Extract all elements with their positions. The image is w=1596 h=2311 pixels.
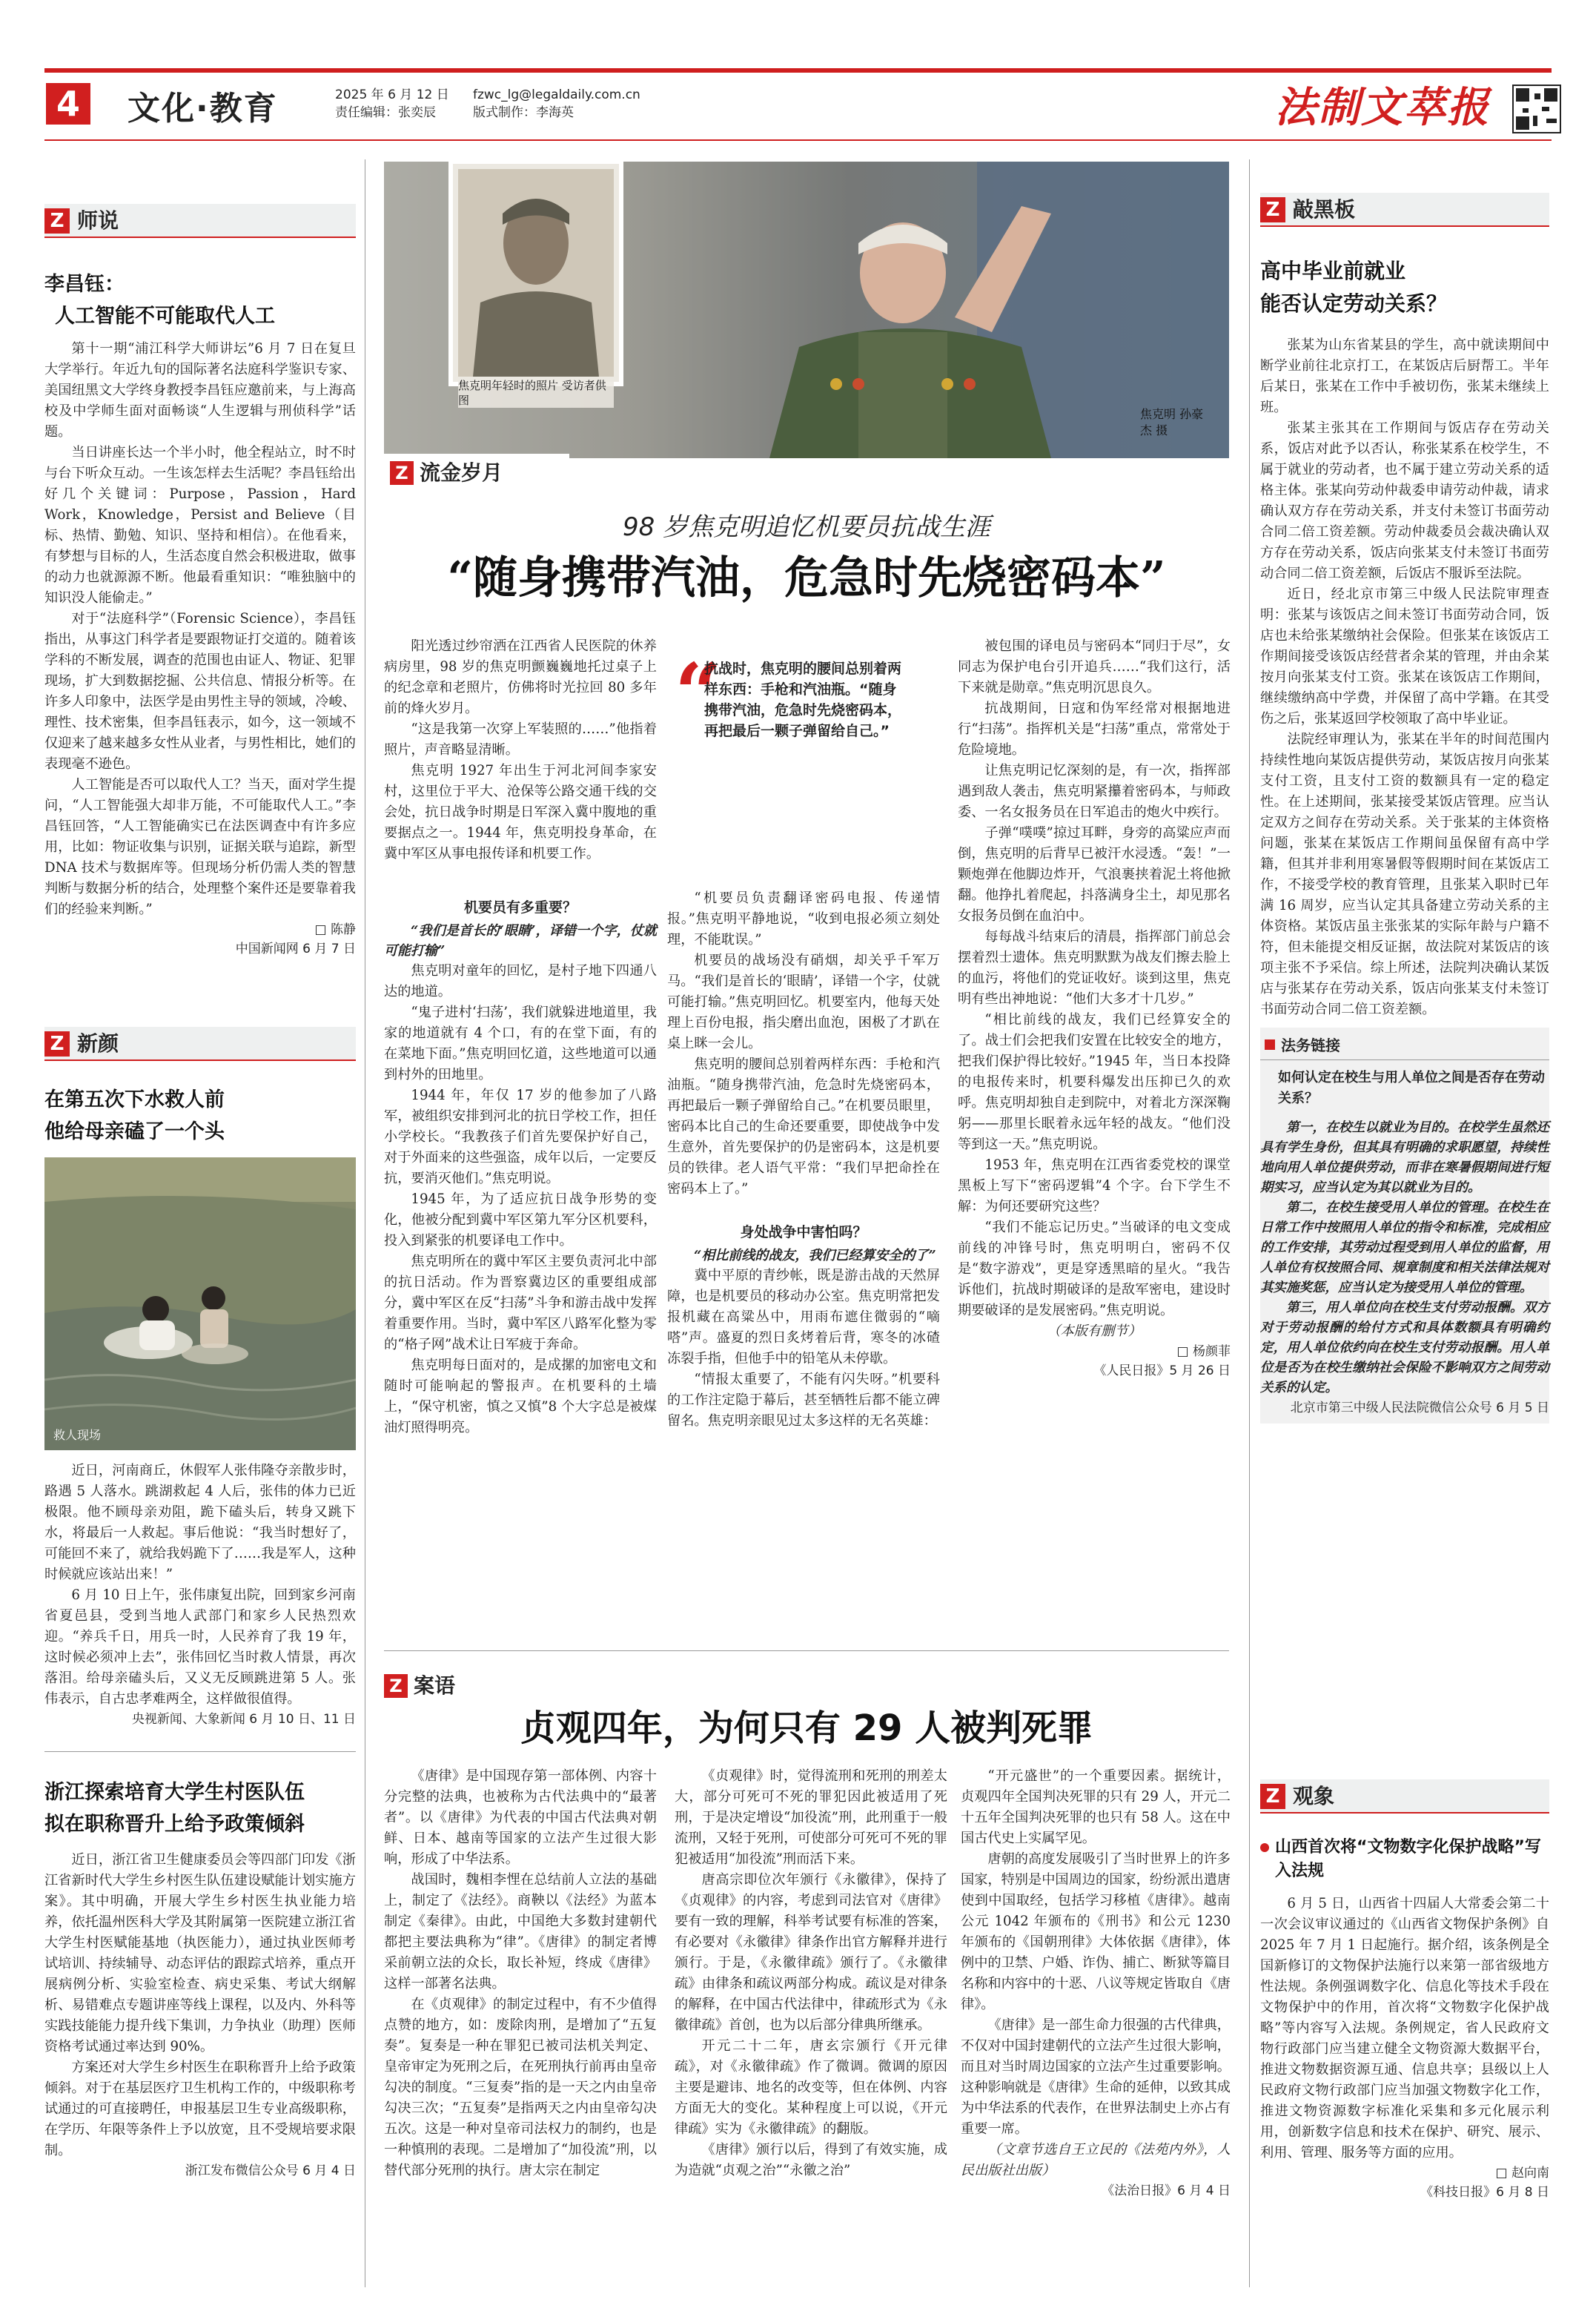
subhead-2: 身处战争中害怕吗？ <box>740 1224 867 1240</box>
quote-mark-icon: “ <box>675 645 722 741</box>
qr-code-icon <box>1512 85 1561 133</box>
subhead-1-intro: “我们是首长的‘眼睛’，译错一个字，仗就可能打输” <box>384 923 657 959</box>
column-header-anyu: Z 案语 <box>384 1668 532 1702</box>
article-headline: “随身携带汽油，危急时先烧密码本” <box>447 552 1166 604</box>
edition-meta <box>335 86 449 122</box>
headline-line1: 浙江探索培育大学生村医队伍 <box>44 1781 305 1804</box>
page-number: 4 <box>46 83 90 125</box>
anyu-column-1: 《唐律》是中国现存第一部体例、内容十分完整的法典，也被称为古代法典中的“最著者”。以《唐律》为代表的中国古代法典对朝鲜、日本、越南等国家的立法产生过很大影响，形成了中华法系。 战国时，魏相李悝在总结前人立法的基础上，制定了《法经》。商鞅以《法经》为蓝本制定《秦律》。由此，中国绝大多数封建朝代都把主要法典称为“律”。《唐律》的制定者博采前朝立法的众长，取长补短，终成《唐律》这样一部著名法典。 在《贞观律》的制定过程中，有不少值得点赞的地方，如：废除肉刑，是增加了“五复奏”。复奏是一种在罪犯已被司法机关判定、皇帝审定为死刑之后，在死刑执行前再由皇帝勾决的制度。“三复奏”指的是一天之内由皇帝勾决三次；“五复奏”是指两天之内由皇帝勾决五次。这是一种对皇帝司法权力的制约，也是一种慎刑的表现。二是增加了“加役流”刑，以替代部分死刑的执行。唐太宗在制定 <box>384 1768 657 2178</box>
photo-caption-right: 焦克明 孙豪杰 摄 <box>1140 407 1204 437</box>
article-body: 近日，浙江省卫生健康委员会等四部门印发《浙江省新时代大学生乡村医生队伍建设赋能计划实施方案》。其中明确，开展大学生乡村医生执业能力培养，依托温州医科大学及其附属第一医院建立浙江省大学生村医赋能基地（执医能力），通过执业医师考试培训、持续辅导、动态评估的跟踪式培养，重点开展病例分析、实验室检查、病史采集、考试大纲解析、易错难点专题讲座等线上课程，以及内、外科等实践技能能力提升线下集训，力争执业（助理）医师资格考试通过率达到 90%。 方案还对大学生乡村医生在职称晋升上给予政策倾斜。对于在基层医疗卫生机构工作的，中级职称考试通过的可直接聘任，申报基层卫生专业高级职称，在学历、年限等条件上予以放宽，且不受规培要求限制。 <box>44 1852 356 2158</box>
newspaper-logo: 法制文萃报 <box>1275 83 1490 132</box>
article-author: □ 赵向南 <box>1495 2166 1549 2181</box>
guanxiang-article <box>1260 1779 1549 2202</box>
anyu-column-3: “开元盛世”的一个重要因素。据统计，贞观四年全国判决死罪的只有 29 人，开元二十五年全国判决死罪的也只有 58 人。这在中国古代史上实属罕见。 唐朝的高度发展吸引了当时世界上的许多国家，特别是中国周边的国家，纷纷派出遣唐使到中国取经，包括学习移植《唐律》。越南公元 1042 年颁布的《刑书》和公元 1230 年颁布的《国朝刑律》大体依据《唐律》，体例中的卫禁、户婚、诈伪、捕亡、断狱等篇目名称和内容中的十恶、八议等规定皆取自《唐律》。 《唐律》是一部生命力很强的古代律典，不仅对中国封建朝代的立法产生过很大影响，而且对当时周边国家的立法产生过重要影响。这种影响就是《唐律》生命的延伸，以致其成为中华法系的代表作，在世界法制史上亦占有重要一席。 （文章节选自王立民的《法苑内外》，人民出版社出版） 《法治日报》6 月 4 日 <box>961 1766 1231 2201</box>
contact-meta <box>473 86 640 122</box>
section-title: 文化·教育 <box>128 90 278 128</box>
article-source: 北京市第三中级人民法院微信公众号 6 月 5 日 <box>1290 1401 1549 1415</box>
headline-line2: 拟在职称晋升上给予政策倾斜 <box>44 1813 305 1836</box>
rescue-scene-illustration <box>44 1157 356 1450</box>
pull-quote: 抗战时，焦克明的腰间总别着两样东西：手枪和汽油瓶。“随身携带汽油，危急时先烧密码本，再把最后一颗子弹留给自己。” <box>704 661 902 739</box>
column-header-liujin: Z 流金岁月 <box>384 454 569 488</box>
article-source: 浙江发布微信公众号 6 月 4 日 <box>185 2163 356 2178</box>
article-source: 央视新闻、大象新闻 6 月 10 日、11 日 <box>131 1712 356 1727</box>
subhead-1: 机要员有多重要？ <box>463 899 577 916</box>
legal-link-box <box>1260 1028 1549 1424</box>
headline-line2: 人工智能不可能取代人工 <box>55 305 275 328</box>
article-source: 《人民日报》5 月 26 日 <box>1093 1363 1231 1378</box>
z-logo-icon: Z <box>44 1031 70 1057</box>
guanxiang-headline-row <box>1260 1836 1549 1883</box>
shishuo-article <box>44 204 356 959</box>
column-header-guanxiang: Z 观象 <box>1260 1779 1549 1814</box>
red-dot-icon <box>1260 1843 1269 1852</box>
red-square-icon <box>1265 1039 1275 1050</box>
anyu-headline: 贞观四年，为何只有 29 人被判死罪 <box>520 1707 1093 1749</box>
xinyan-article <box>44 1027 356 1729</box>
editor-email[interactable]: fzwc_lg@legaldaily.com.cn <box>473 87 640 102</box>
column-header-shishuo: Z 师说 <box>44 204 356 238</box>
guanxiang-headline: 山西首次将“文物数字化保护战略”写入法规 <box>1275 1838 1541 1880</box>
legal-link-header: 法务链接 <box>1260 1031 1549 1060</box>
article-source: 《法治日报》6 月 4 日 <box>1102 2183 1231 2198</box>
anyu-column-2: 《贞观律》时，觉得流刑和死刑的刑差太大，部分可死可不死的罪犯因此被适用了死刑，于是决定增设“加役流”刑，此刑重于一般流刑，又轻于死刑，可使部分可死可不死的罪犯被适用“加役流”刑而活下来。 唐高宗即位次年颁行《永徽律》，保持了《贞观律》的内容，考虑到司法官对《唐律》要有一致的理解，科举考试要有标准的答案，有必要对《永徽律》律条作出官方解释并进行颁行。于是，《永徽律疏》颁行了。《永徽律疏》由律条和疏议两部分构成。疏议是对律条的解释，在中国古代法律中，律疏形式为《永徽律疏》首创，也为以后部分律典所继承。 开元二十二年，唐玄宗颁行《开元律疏》，对《永徽律疏》作了微调。微调的原因主要是避讳、地名的改变等，但在体例、内容方面无大的变化。某种程度上可以说，《开元律疏》实为《永徽律疏》的翻版。 《唐律》颁行以后，得到了有效实施，成为造就“贞观之治”“永徽之治” <box>675 1768 947 2178</box>
article-kicker: 98 岁焦克明追忆机要员抗战生涯 <box>622 512 991 542</box>
z-logo-icon: Z <box>390 461 414 485</box>
header-rule <box>44 139 1552 141</box>
article-body: 第十一期“浦江科学大师讲坛”6 月 7 日在复旦大学举行。年近九旬的国际著名法庭科学鉴识专家、美国纽黑文大学终身教授李昌钰应邀前来，与上海高校及中学师生面对面畅谈“人生逻辑与刑侦科学”话题。 当日讲座长达一个半小时，他全程站立，时不时与台下听众互动。一生该怎样去生活呢？李昌钰给出好几个关键词：Purpose，Passion，Hard Work，Knowledge，Persist and Believe（目标、热情、勤勉、知识、坚持和相信）。在他看来，有梦想与目标的人，生活态度自然会积极进取，做事的动力也就源源不断。他最看重知识：“唯独脑中的知识没人能偷走。” 对于“法庭科学”（Forensic Science），李昌钰指出，从事这门科学者是要跟物证打交道的。随着该学科的不断发展，调查的范围也由证人、物证、犯罪现场，扩大到数据挖掘、公共信息、情报分析等。在许多人印象中，法医学是由男性主导的领域，冷峻、理性、技术密集，但李昌钰表示，如今，这一领域不仅迎来了越来越多女性从业者，与男性相比，她们的表现毫不逊色。 人工智能是否可以取代人工？当天，面对学生提问，“人工智能强大却非万能，不可能取代人工。”李昌钰回答，“人工智能确实已在法医调查中有许多应用，比如：物证收集与识别，证据关联与追踪，新型 DNA 技术与数据库等。但现场分析仍需人类的智慧判断与数据分析的结合，处理整个案件还是要靠着我们的经验来判断。” <box>44 341 356 917</box>
edition-date: 2025 年 6 月 12 日 <box>335 87 449 102</box>
article-column-1: 阳光透过纱帘洒在江西省人民医院的休养病房里，98 岁的焦克明颤巍巍地托过桌子上的纪念章和老照片，仿佛将时光拉回 80 多年前的烽火岁月。 “这是我第一次穿上军装照的……”他指着照片，声音略显清晰。 焦克明 1927 年出生于河北河间李家安村，这里位于平大、沧保等公路交通干线的交会处，抗日战争时期是日军深入冀中腹地的重要据点之一。1944 年，焦克明投身革命，在冀中军区从事电报传译和机要工作。 机要员有多重要？ “我们是首长的‘眼睛’，译错一个字，仗就可能打输” 焦克明对童年的回忆，是村子地下四通八达的地道。 “鬼子进村‘扫荡’，我们就躲进地道里，我家的地道就有 4 个口，有的在堂下面，有的在菜地下面。”焦克明回忆道，这些地道可以通到村外的田地里。 1944 年，年仅 17 岁的他参加了八路军，被组织安排到河北的抗日学校工作，担任小学校长。“我教孩子们首先要保护好自己，对于外面来的这些强盗，成年以后，一定要反抗，要消灭他们。”焦克明说。 1945 年，为了适应抗日战争形势的变化，他被分配到冀中军区第九军分区机要科，投入到紧张的机要译电工作中。 焦克明所在的冀中军区主要负责河北中部的抗日活动。作为晋察冀边区的重要组成部分，冀中军区在反“扫荡”斗争和游击战中发挥着重要作用。当时，冀中军区八路军化整为零的“格子网”战术让日军疲于奔命。 焦克明每日面对的，是成摞的加密电文和随时可能响起的警报声。在机要科的土墙上，“保守机密，慎之又慎”8 个大字总是被煤油灯照得明亮。 <box>384 638 657 1435</box>
layout-editor: 版式制作：李海英 <box>473 105 574 120</box>
photo-caption: 救人现场 <box>53 1428 102 1442</box>
top-red-rule <box>44 68 1552 73</box>
article-column-2: “机要员负责翻译密码电报、传递情报。”焦克明平静地说，“收到电报必须立刻处理，不能耽误。” 机要员的战场没有硝烟，却关乎千军万马。“我们是首长的‘眼睛’，译错一个字，仗就可能打输。”焦克明回忆。机要室内，他每天处理上百份电报，指尖磨出血泡，困极了才趴在桌上眯一会儿。 焦克明的腰间总别着两样东西：手枪和汽油瓶。“随身携带汽油，危急时先烧密码本，再把最后一颗子弹留给自己。”在机要员眼里，密码本比自己的生命还要重要，即使战争中发生意外，首先要保护的仍是密码本，这是机要员的铁律。老人语气平常：“我们早把命拴在密码本上了。” 身处战争中害怕吗？ “相比前线的战友，我们已经算安全的了” 冀中平原的青纱帐，既是游击战的天然屏障，也是机要员的移动办公室。焦克明常把发报机藏在高粱丛中，用雨布遮住微弱的“嘀嗒”声。盛夏的烈日炙烤着后背，寒冬的冰碴冻裂手指，但他手中的铅笔从未停歇。 “情报太重要了，不能有闪失呀。”机要科的工作注定隐于幕后，甚至牺牲后都不能立碑留名。焦克明亲眼见过太多这样的无名英雄： <box>667 890 940 1429</box>
photo-banner <box>384 162 1229 458</box>
article-source: 中国新闻网 6 月 7 日 <box>235 942 356 956</box>
article-column-3: 被包围的译电员与密码本“同归于尽”，女同志为保护电台引开追兵……“我们这行，活下来就是勋章。”焦克明沉思良久。 抗战期间，日寇和伪军经常对根据地进行“扫荡”。指挥机关是“扫荡”重点，常常处于危险境地。 让焦克明记忆深刻的是，有一次，指挥部遇到敌人袭击，焦克明紧攥着密码本，与师政委、一名女报务员在日军追击的炮火中疾行。 子弹“噗噗”掠过耳畔，身旁的高粱应声而倒，焦克明的后背早已被汗水浸透。“轰！”一颗炮弹在他脚边炸开，气浪裹挟着泥土将他掀翻。他挣扎着爬起，抖落满身尘土，却见那名女报务员倒在血泊中。 每每战斗结束后的清晨，指挥部门前总会摆着烈士遗体。焦克明默默为战友们擦去脸上的血污，将他们的党证收好。谈到这里，焦克明有些出神地说：“他们大多才十几岁。” “相比前线的战友，我们已经算安全的了。战士们会把我们安置在比较安全的地方，把我们保护得比较好。”1945 年，当日本投降的电报传来时，机要科爆发出压抑已久的欢呼。焦克明却独自走到院中，对着北方深深鞠躬——那里长眠着永远年轻的战友。“他们没等到这一天。”焦克明说。 1953 年，焦克明在江西省委党校的课堂黑板上写下“密码逻辑”4 个字。台下学生不解：为何还要研究这些？ “我们不能忘记历史。”当破译的电文变成前线的冲锋号时，焦克明明白，密码不仅是“数字游戏”，更是穿透黑暗的星火。“我告诉他们，抗战时期破译的是敌军密电，建设时期要破译的是发展密码。”焦克明说。 （本版有删节） □ 杨颜菲 《人民日报》5 月 26 日 <box>958 636 1231 1381</box>
article-body: 张某为山东省某县的学生，高中就读期间中断学业前往北京打工，在某饭店后厨帮工。半年后某日，张某在工作中手被切伤，张某未继续上班。 张某主张其在工作期间与饭店存在劳动关系，饭店对此予以否认，称张某系在校学生，不属于就业的劳动者，也不属于建立劳动关系的适格主体。张某向劳动仲裁委申请劳动仲裁，请求确认双方存在劳动关系，并支付未签订书面劳动合同二倍工资差额。劳动仲裁委员会裁决确认双方存在劳动关系，饭店向张某支付未签订书面劳动合同二倍工资差额，后饭店不服诉至法院。 近日，经北京市第三中级人民法院审理查明：张某与该饭店之间未签订书面劳动合同，饭店也未给张某缴纳社会保险。但张某在该饭店工作期间接受该饭店经营者余某的管理，并由余某按月向张某支付工资。张某在该饭店工作期间，继续缴纳高中学费，并保留了高中学籍。在其受伤之后，张某返回学校领取了高中毕业证。 法院经审理认为，张某在半年的时间范围内持续性地向某饭店提供劳动，某饭店按月向张某支付工资，且支付工资的数额具有一定的稳定性。在上述期间，张某接受某饭店管理。应当认定双方之间存在劳动关系。关于张某的主体资格问题，张某在某饭店工作期间虽保留有高中学籍，但其并非利用寒暑假等假期时间在某饭店工作，不接受学校的教育管理，且张某入职时已年满 16 周岁，应当认定其具备建立劳动关系的主体资格。某饭店虽主张张某的实际年龄与户籍不符，但未能提交相反证据，故法院对某饭店的该项主张不予采信。综上所述，法院判决确认某饭店与张某存在劳动关系，饭店向张某支付未签订书面劳动合同二倍工资差额。 <box>1260 337 1549 1017</box>
column-header-qiaoheiban: Z 敲黑板 <box>1260 193 1549 227</box>
headline-line1: 在第五次下水救人前 <box>44 1088 225 1111</box>
article-source: 《科技日报》6 月 8 日 <box>1420 2185 1549 2200</box>
z-logo-icon: Z <box>1260 1784 1285 1809</box>
photo-caption-left: 焦克明年轻时的照片 受访者供图 <box>458 378 614 408</box>
headline-line2: 他给母亲磕了一个头 <box>44 1120 225 1143</box>
qiaoheiban-article <box>1260 193 1549 1424</box>
article-author: □ 杨颜菲 <box>1176 1344 1231 1359</box>
article-body: 6 月 5 日，山西省十四届人大常委会第二十一次会议审议通过的《山西省文物保护条例》自 2025 年 7 月 1 日起施行。据介绍，该条例是全国新修订的文物保护法施行以来第一部省级地方性法规。条例强调数字化、信息化等技术手段在文物保护中的作用，首次将“文物数字化保护战略”等内容写入法规。条例规定，省人民政府文物行政部门应当建立健全文物资源大数据平台，推进文物数据资源互通、信息共享；县级以上人民政府文物行政部门应当加强文物数字化工作，推进文物资源数字标准化采集和多元化展示利用，创新数字信息和技术在保护、研究、展示、利用、管理、服务等方面的应用。 <box>1260 1896 1549 2160</box>
veteran-photo-illustration <box>384 162 1229 458</box>
z-logo-icon: Z <box>384 1674 408 1698</box>
rescue-photo <box>44 1157 356 1450</box>
headline-line1: 高中毕业前就业 <box>1260 259 1406 283</box>
subhead-2-intro: “相比前线的战友，我们已经算安全的了” <box>694 1248 936 1263</box>
headline-line2: 能否认定劳动关系？ <box>1260 291 1448 316</box>
z-logo-icon: Z <box>1260 197 1285 222</box>
z-logo-icon: Z <box>44 208 70 234</box>
headline-line1: 李昌钰： <box>44 273 125 296</box>
responsible-editor: 责任编辑：张奕辰 <box>335 105 436 120</box>
article-body: 近日，河南商丘，休假军人张伟隆夺亲散步时，路遇 5 人落水。跳湖救起 4 人后，张伟的体力已近极限。他不顾母亲劝阻，跪下磕头后，转身又跳下水，将最后一人救起。事后他说：“我当时想好了，可能回不来了，就给我妈跪下了……我是军人，这种时候就应该站出来！” 6 月 10 日上午，张伟康复出院，回到家乡河南省夏邑县，受到当地人武部门和家乡人民热烈欢迎。“养兵千日，用兵一时，人民养育了我 19 年，这时候必须冲上去”，张伟回忆当时救人情景，再次落泪。给母亲磕头后，又义无反顾跳进第 5 人。张伟表示，自古忠孝难两全，这样做很值得。 <box>44 1463 356 1707</box>
legal-link-question: 如何认定在校生与用人单位之间是否存在劳动关系？ <box>1278 1070 1545 1106</box>
legal-link-body: 第一，在校生以就业为目的。在校学生虽然还具有学生身份，但其具有明确的求职愿望，持续性地向用人单位提供劳动，而非在寒暑假期间进行短期实习，应当认定为其以就业为目的。 第二，在校生接受用人单位的管理。在校生在日常工作中按照用人单位的指令和标准，完成相应的工作安排，其劳动过程受到用人单位的监督，用人单位有权按照合同、规章制度和相关法律法规对其实施奖惩，应当认定为接受用人单位的管理。 第三，用人单位向在校生支付劳动报酬。双方对于劳动报酬的给付方式和具体数额具有明确约定，用人单位依约向在校生支付劳动报酬。用人单位是否为在校生缴纳社会保险不影响双方之间劳动关系的认定。 <box>1260 1120 1549 1395</box>
zhejiang-article <box>44 1776 356 2181</box>
column-header-xinyan: Z 新颜 <box>44 1027 356 1061</box>
article-author: □ 陈静 <box>314 922 356 937</box>
